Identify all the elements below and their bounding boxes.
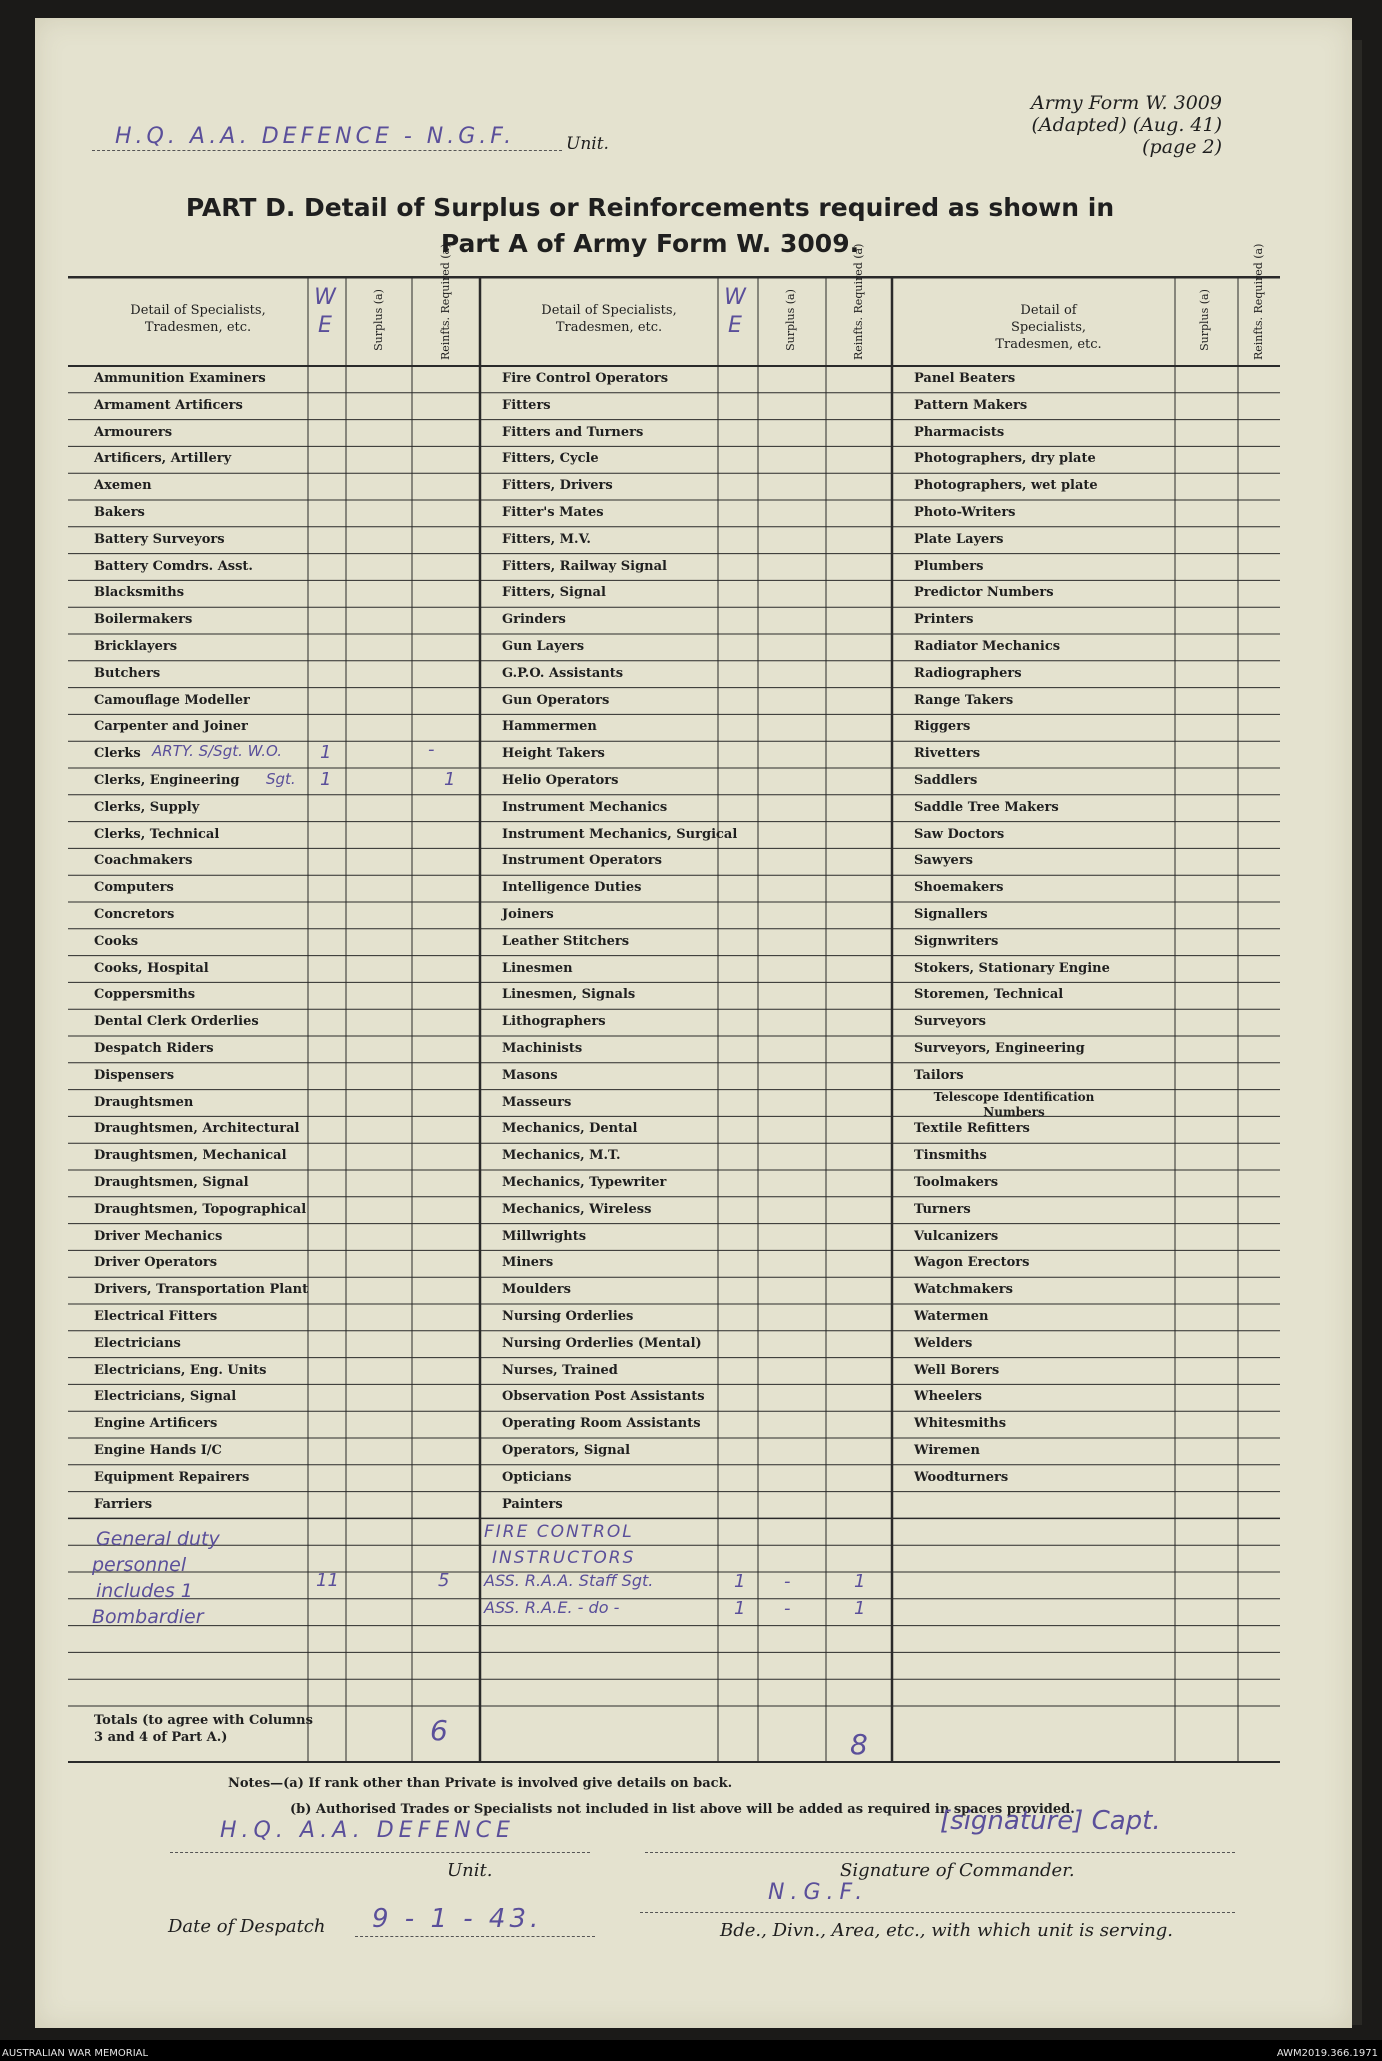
- specialist-name: Dispensers: [94, 1067, 175, 1083]
- specialist-name: Machinists: [502, 1041, 583, 1056]
- specialist-name: Armament Artificers: [94, 397, 243, 413]
- title-line1: PART D. Detail of Surplus or Reinforcements required as shown in: [185, 193, 1115, 222]
- specialist-name: Armourers: [94, 424, 173, 440]
- specialist-name: Carpenter and Joiner: [94, 719, 248, 735]
- specialist-name: Mechanics, M.T.: [502, 1148, 621, 1164]
- specialist-name: Fire Control Operators: [502, 371, 669, 386]
- specialist-name: Electricians, Eng. Units: [94, 1362, 267, 1378]
- specialist-name: Draughtsmen, Architectural: [94, 1121, 300, 1137]
- general-duty-line: General duty: [96, 1528, 220, 1551]
- specialist-name: Operating Room Assistants: [502, 1416, 701, 1432]
- general-duty-line: Bombardier: [92, 1606, 204, 1629]
- specialist-name: Leather Stitchers: [502, 933, 630, 949]
- specialist-name: Helio Operators: [502, 773, 619, 788]
- specialist-name: Nursing Orderlies: [502, 1309, 634, 1324]
- unit-handwritten: H.Q. A.A. DEFENCE - N.G.F.: [115, 124, 516, 149]
- specialist-name: Moulders: [502, 1282, 571, 1298]
- specialist-name: Instrument Mechanics, Surgical: [502, 826, 738, 842]
- specialist-name: Clerks, Supply: [94, 799, 200, 815]
- specialist-name: Storemen, Technical: [914, 987, 1064, 1003]
- specialist-name: Blacksmiths: [94, 585, 185, 601]
- specialist-name: Nursing Orderlies (Mental): [502, 1335, 702, 1351]
- specialist-name: Lithographers: [502, 1014, 606, 1030]
- header-reinfts: Reinfts. Required (a): [852, 243, 865, 360]
- clerks-eng-note: Sgt.: [266, 770, 296, 788]
- clerks-note: ARTY. S/Sgt. W.O.: [152, 742, 282, 761]
- specialist-name: Saw Doctors: [914, 826, 1005, 842]
- specialist-name: Welders: [914, 1335, 973, 1351]
- specialist-name: Toolmakers: [914, 1175, 999, 1190]
- specialist-name: Predictor Numbers: [914, 585, 1054, 601]
- clerks-reinf: -: [428, 739, 435, 761]
- header-reinfts: Reinfts. Required (a): [439, 243, 452, 360]
- header-detail: Detail of Specialists, Tradesmen, etc.: [541, 303, 677, 335]
- bottom-unit-handwritten: H.Q. A.A. DEFENCE: [220, 1818, 515, 1843]
- assistant-surplus: -: [784, 1597, 791, 1619]
- total-col2: 8: [850, 1728, 868, 1761]
- clerks-eng-we: 1: [320, 769, 332, 790]
- specialist-name: Vulcanizers: [914, 1228, 999, 1244]
- specialist-name: Linesmen, Signals: [502, 987, 636, 1003]
- specialist-name: Telescope Identification Numbers: [933, 1089, 1095, 1119]
- form-ref-line1: Army Form W. 3009: [1031, 92, 1222, 114]
- specialist-name: Pharmacists: [914, 424, 1005, 440]
- specialist-name: Butchers: [94, 665, 161, 681]
- form-ref-line3: (page 2): [1142, 136, 1222, 158]
- specialist-name: Coachmakers: [94, 853, 193, 869]
- specialist-name: Battery Surveyors: [94, 531, 225, 547]
- assistant-reinf: 1: [854, 1597, 866, 1619]
- specialist-name: Masseurs: [502, 1094, 572, 1110]
- specialist-name: Cooks, Hospital: [94, 960, 209, 976]
- specialist-name: Wagon Erectors: [914, 1255, 1030, 1271]
- specialist-name: Woodturners: [914, 1469, 1009, 1485]
- specialist-name: Axemen: [94, 478, 152, 494]
- specialist-name: Photographers, dry plate: [914, 451, 1096, 467]
- general-duty-line: personnel: [92, 1554, 187, 1577]
- specialist-name: Printers: [914, 612, 974, 628]
- specialist-name: Saddlers: [914, 773, 978, 788]
- specialist-name: Painters: [502, 1496, 563, 1512]
- specialist-name: Fitters and Turners: [502, 424, 644, 440]
- specialist-name: Fitters, Drivers: [502, 478, 613, 494]
- specialist-name: Bricklayers: [94, 639, 178, 654]
- specialist-name: Engine Artificers: [94, 1416, 218, 1432]
- specialist-name: Surveyors: [914, 1014, 986, 1030]
- bde-label: Bde., Divn., Area, etc., with which unit is serving.: [720, 1920, 1173, 1941]
- specialist-name: Fitters, Railway Signal: [502, 558, 667, 574]
- fire-control-line: FIRE CONTROL: [484, 1522, 634, 1543]
- specialist-name: Concretors: [94, 907, 175, 922]
- specialist-name: Fitters: [502, 397, 551, 413]
- header-surplus: Surplus (a): [1198, 289, 1211, 351]
- header-detail: Detail of Specialists, Tradesmen, etc.: [130, 303, 266, 335]
- specialist-name: Rivetters: [914, 746, 981, 762]
- specialist-name: Fitters, M.V.: [502, 531, 591, 547]
- footer-left: AUSTRALIAN WAR MEMORIAL: [2, 2048, 149, 2059]
- date-label: Date of Despatch: [168, 1916, 326, 1937]
- specialist-name: Clerks: [94, 746, 141, 762]
- specialist-name: Nurses, Trained: [502, 1362, 618, 1378]
- specialist-name: Computers: [94, 880, 174, 896]
- specialist-name: Draughtsmen, Signal: [94, 1175, 249, 1190]
- specialist-name: Gun Layers: [502, 639, 585, 654]
- specialist-name: Ammunition Examiners: [94, 371, 266, 386]
- specialist-name: Operators, Signal: [502, 1443, 631, 1458]
- specialist-name: Opticians: [502, 1469, 572, 1485]
- specialist-name: Grinders: [502, 612, 566, 628]
- header-surplus: Surplus (a): [372, 289, 385, 351]
- commander-signature: [signature] Capt.: [940, 1806, 1161, 1836]
- specialist-name: Signwriters: [914, 933, 999, 949]
- page-edge: [1352, 40, 1362, 2025]
- fire-control-line: INSTRUCTORS: [492, 1548, 636, 1569]
- assistant-we: 1: [734, 1571, 746, 1592]
- general-duty-reinf: 5: [438, 1570, 450, 1591]
- specialist-name: Hammermen: [502, 719, 597, 735]
- specialist-name: Shoemakers: [914, 880, 1004, 896]
- specialist-name: Stokers, Stationary Engine: [914, 960, 1110, 976]
- unit-underline: [92, 150, 562, 151]
- footer-bar: [0, 2040, 1382, 2061]
- specialist-name: Well Borers: [914, 1362, 1000, 1378]
- form-reference: [1031, 92, 1222, 158]
- specialist-name: Observation Post Assistants: [502, 1389, 705, 1405]
- specialist-name: Surveyors, Engineering: [914, 1041, 1085, 1056]
- header-surplus: Surplus (a): [784, 289, 797, 351]
- clerks-eng-reinf: 1: [444, 769, 456, 790]
- specialist-name: Draughtsmen, Mechanical: [94, 1148, 287, 1164]
- specialist-name: Boilermakers: [94, 612, 193, 628]
- specialist-name: Driver Mechanics: [94, 1228, 223, 1244]
- title-line2: Part A of Army Form W. 3009.: [440, 229, 860, 258]
- signature-line: [645, 1852, 1235, 1853]
- general-duty-we: 11: [316, 1570, 339, 1591]
- specialist-name: Draughtsmen: [94, 1094, 194, 1110]
- specialist-name: Sawyers: [914, 853, 973, 869]
- bde-line: [640, 1912, 1235, 1913]
- date-line: [355, 1936, 595, 1937]
- specialist-name: Artificers, Artillery: [94, 451, 232, 467]
- specialist-name: Photo-Writers: [914, 505, 1016, 520]
- specialist-name: Engine Hands I/C: [94, 1443, 222, 1458]
- specialist-name: Plumbers: [914, 558, 984, 574]
- header-detail: Detail of Specialists, Tradesmen, etc.: [995, 303, 1102, 352]
- specialist-name: Wiremen: [914, 1443, 980, 1458]
- specialist-name: Intelligence Duties: [502, 880, 642, 896]
- header-we: W E: [724, 285, 746, 338]
- specialist-name: Radiator Mechanics: [914, 639, 1061, 654]
- footer-right: AWM2019.366.1971: [1276, 2048, 1378, 2059]
- bde-handwritten: N.G.F.: [768, 1880, 869, 1905]
- unit-line-bottom: [170, 1852, 590, 1853]
- specialist-name: Mechanics, Wireless: [502, 1201, 652, 1217]
- specialist-name: Electricians, Signal: [94, 1389, 237, 1405]
- specialist-name: Tailors: [914, 1067, 964, 1083]
- specialist-name: Riggers: [914, 719, 971, 735]
- specialist-name: Coppersmiths: [94, 987, 196, 1003]
- specialist-name: Whitesmiths: [914, 1416, 1007, 1432]
- specialist-name: Dental Clerk Orderlies: [94, 1014, 259, 1030]
- specialist-name: Equipment Repairers: [94, 1469, 250, 1485]
- signature-label: Signature of Commander.: [840, 1860, 1075, 1881]
- header-reinfts: Reinfts. Required (a): [1252, 243, 1265, 360]
- specialist-name: Signallers: [914, 907, 988, 922]
- note-b: (b) Authorised Trades or Specialists not included in list above will be added as required in spaces provided.: [290, 1802, 1075, 1817]
- specialist-name: Watermen: [914, 1309, 989, 1324]
- specialist-name: Wheelers: [914, 1389, 982, 1405]
- form-title: [170, 190, 1130, 262]
- specialist-name: Despatch Riders: [94, 1041, 214, 1056]
- specialist-name: Radiographers: [914, 665, 1022, 681]
- specialist-name: Photographers, wet plate: [914, 478, 1098, 494]
- specialist-name: Clerks, Technical: [94, 826, 220, 842]
- specialist-name: Clerks, Engineering: [94, 773, 240, 788]
- specialist-name: Electricians: [94, 1335, 181, 1351]
- unit-label: Unit.: [566, 134, 609, 154]
- specialist-name: Gun Operators: [502, 692, 610, 708]
- bottom-unit-label: Unit.: [447, 1860, 493, 1881]
- general-duty-line: includes 1: [96, 1580, 193, 1603]
- specialist-name: Saddle Tree Makers: [914, 799, 1059, 815]
- specialist-name: Tinsmiths: [914, 1148, 987, 1164]
- specialist-name: Panel Beaters: [914, 371, 1016, 386]
- assistant-surplus: -: [784, 1571, 791, 1592]
- specialist-name: Draughtsmen, Topographical: [94, 1201, 307, 1217]
- specialist-name: Camouflage Modeller: [94, 692, 250, 708]
- specialist-name: Mechanics, Typewriter: [502, 1175, 667, 1190]
- specialist-name: Masons: [502, 1067, 558, 1083]
- assistant-we: 1: [734, 1597, 746, 1619]
- specialist-name: Textile Refitters: [914, 1121, 1030, 1137]
- specialist-name: Watchmakers: [914, 1282, 1013, 1298]
- specialist-name: G.P.O. Assistants: [502, 665, 624, 681]
- specialist-name: Battery Comdrs. Asst.: [94, 558, 253, 574]
- clerks-we: 1: [320, 742, 332, 764]
- specialist-name: Mechanics, Dental: [502, 1121, 638, 1137]
- assistant-name: ASS. R.A.A. Staff Sgt.: [484, 1571, 654, 1590]
- specialist-name: Plate Layers: [914, 531, 1004, 547]
- specialist-name: Driver Operators: [94, 1255, 218, 1271]
- header-we: W E: [314, 285, 336, 338]
- specialist-name: Turners: [914, 1201, 971, 1217]
- specialist-name: Pattern Makers: [914, 397, 1028, 413]
- date-handwritten: 9 - 1 - 43.: [372, 1904, 543, 1934]
- specialist-name: Joiners: [502, 907, 554, 922]
- specialist-name: Bakers: [94, 505, 145, 520]
- assistant-name: ASS. R.A.E. - do -: [484, 1597, 620, 1617]
- specialist-name: Instrument Operators: [502, 853, 662, 869]
- specialist-name: Fitter's Mates: [502, 505, 604, 520]
- note-a: Notes—(a) If rank other than Private is involved give details on back.: [228, 1776, 733, 1791]
- specialist-name: Fitters, Cycle: [502, 451, 599, 467]
- specialist-name: Instrument Mechanics: [502, 799, 668, 815]
- specialist-name: Fitters, Signal: [502, 585, 606, 601]
- specialist-name: Cooks: [94, 933, 139, 949]
- totals-label: Totals (to agree with Columns 3 and 4 of Part A.): [94, 1713, 313, 1745]
- specialist-name: Range Takers: [914, 692, 1014, 708]
- specialist-name: Drivers, Transportation Plant: [94, 1282, 309, 1298]
- assistant-reinf: 1: [854, 1571, 866, 1592]
- specialist-name: Electrical Fitters: [94, 1309, 218, 1324]
- form-ref-line2: (Adapted) (Aug. 41): [1031, 114, 1222, 136]
- specialist-name: Linesmen: [502, 960, 573, 976]
- specialist-name: Miners: [502, 1255, 554, 1271]
- specialist-name: Farriers: [94, 1496, 153, 1512]
- specialist-name: Height Takers: [502, 746, 605, 762]
- specialist-name: Millwrights: [502, 1228, 587, 1244]
- total-col1: 6: [430, 1714, 448, 1747]
